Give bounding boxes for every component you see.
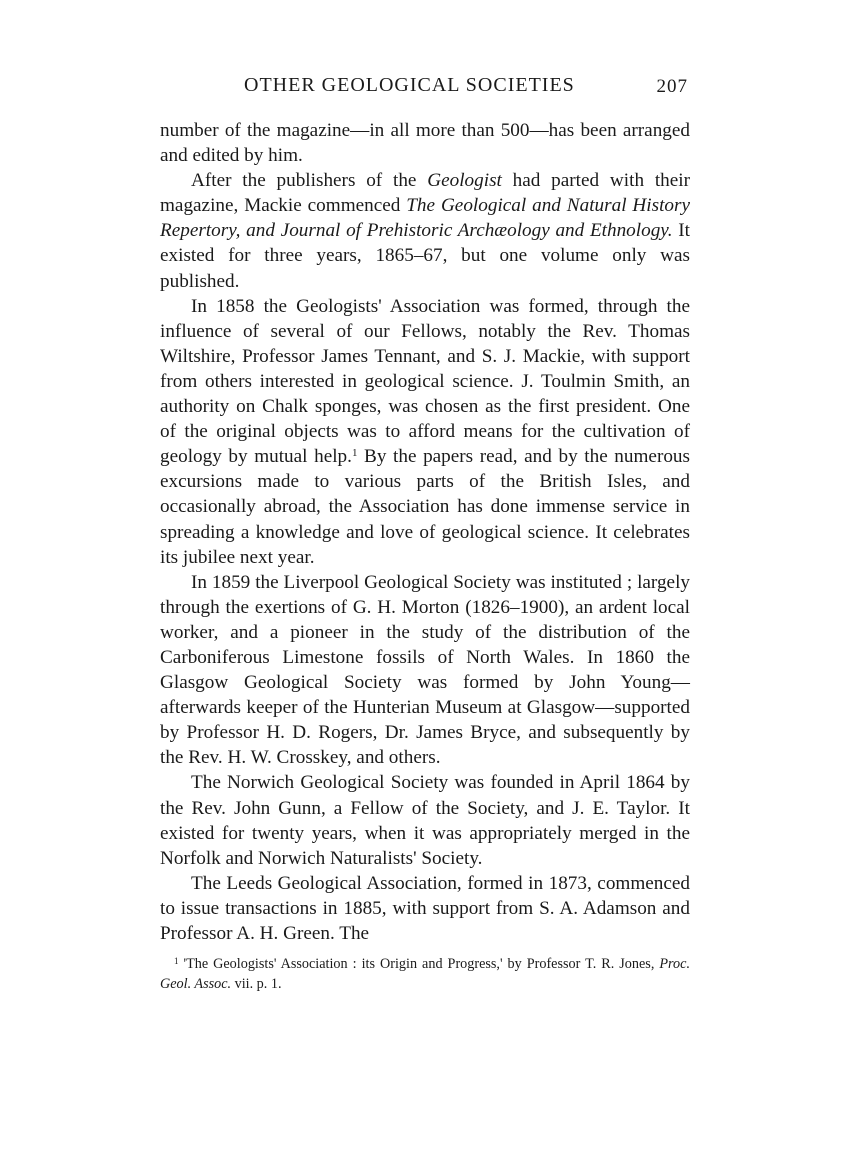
paragraph-text: By the papers read, and by the numerous excursions made to various parts of the British Isles, and occasionally abroad, the Association has done immense service in spreading a knowledge and love of geological science. It celebrates its jubilee next year. [160,446,690,568]
footnote [160,954,690,994]
running-header [160,72,690,104]
paragraph-text: After the publishers of the [191,170,428,192]
page-number: 207 [656,76,688,97]
paragraph-norwich [160,770,690,870]
running-title: OTHER GEOLOGICAL SOCIETIES [244,74,575,96]
paragraph-text: In 1858 the Geologists' Association was formed, through the influence of several of our Fellows, notably the Rev. Thomas Wiltshire, Professor James Tennant, and S. J. Mackie, with support from others interested in geological science. J. Toulmin Smith, an authority on Chalk sponges, was chosen as the first president. One of the original objects was to afford means for the cultivation of geology by mutual help. [160,295,690,468]
footnote-citation: Proc. Geol. Assoc. [160,956,690,993]
paragraph-text: It existed for three years, 1865–67, but one volume only was published. [160,220,690,292]
book-page [160,72,690,994]
paragraph-text: number of the magazine—in all more than 500—has been arranged and edited by him. [160,120,690,167]
main-text [160,118,690,946]
footnote-text: vii. p. 1. [231,976,282,993]
paragraph-geologists-association [160,294,690,570]
periodical-title: The Geological and Natural History Repertory, and Journal of Prehistoric Archæology and Ethnology. [160,195,690,242]
paragraph-continued [160,118,690,168]
paragraph-geologist-magazine [160,168,690,293]
paragraph-text: In 1859 the Liverpool Geological Society was instituted ; largely through the exertions of G. H. Morton (1826–1900), an ardent local worker, and a pioneer in the study of the distribution of the Carboniferous Limestone fossils of North Wales. In 1860 the Glasgow Geological Society was formed by John Young—afterwards keeper of the Hunterian Museum at Glasgow—supported by Professor H. D. Rogers, Dr. James Bryce, and subsequently by the Rev. H. W. Crosskey, and others. [160,571,690,769]
footnote-reference: 1 [351,447,358,460]
footnote-area [160,954,690,994]
paragraph-leeds [160,871,690,946]
footnote-mark: 1 [174,956,179,967]
paragraph-liverpool-glasgow [160,570,690,771]
footnote-text: 'The Geologists' Association : its Origin and Progress,' by Professor T. R. Jones, [178,956,660,973]
periodical-title: Geologist [427,170,502,192]
paragraph-text: had parted with their magazine, Mackie commenced [160,170,691,217]
paragraph-text: The Norwich Geological Society was founded in April 1864 by the Rev. John Gunn, a Fellow of the Society, and J. E. Taylor. It existed for twenty years, when it was appropriately merged in the Norfolk and Norwich Naturalists' Society. [160,772,690,869]
paragraph-text: The Leeds Geological Association, formed in 1873, commenced to issue transactions in 1885, with support from S. A. Adamson and Professor A. H. Green. The [160,872,690,944]
